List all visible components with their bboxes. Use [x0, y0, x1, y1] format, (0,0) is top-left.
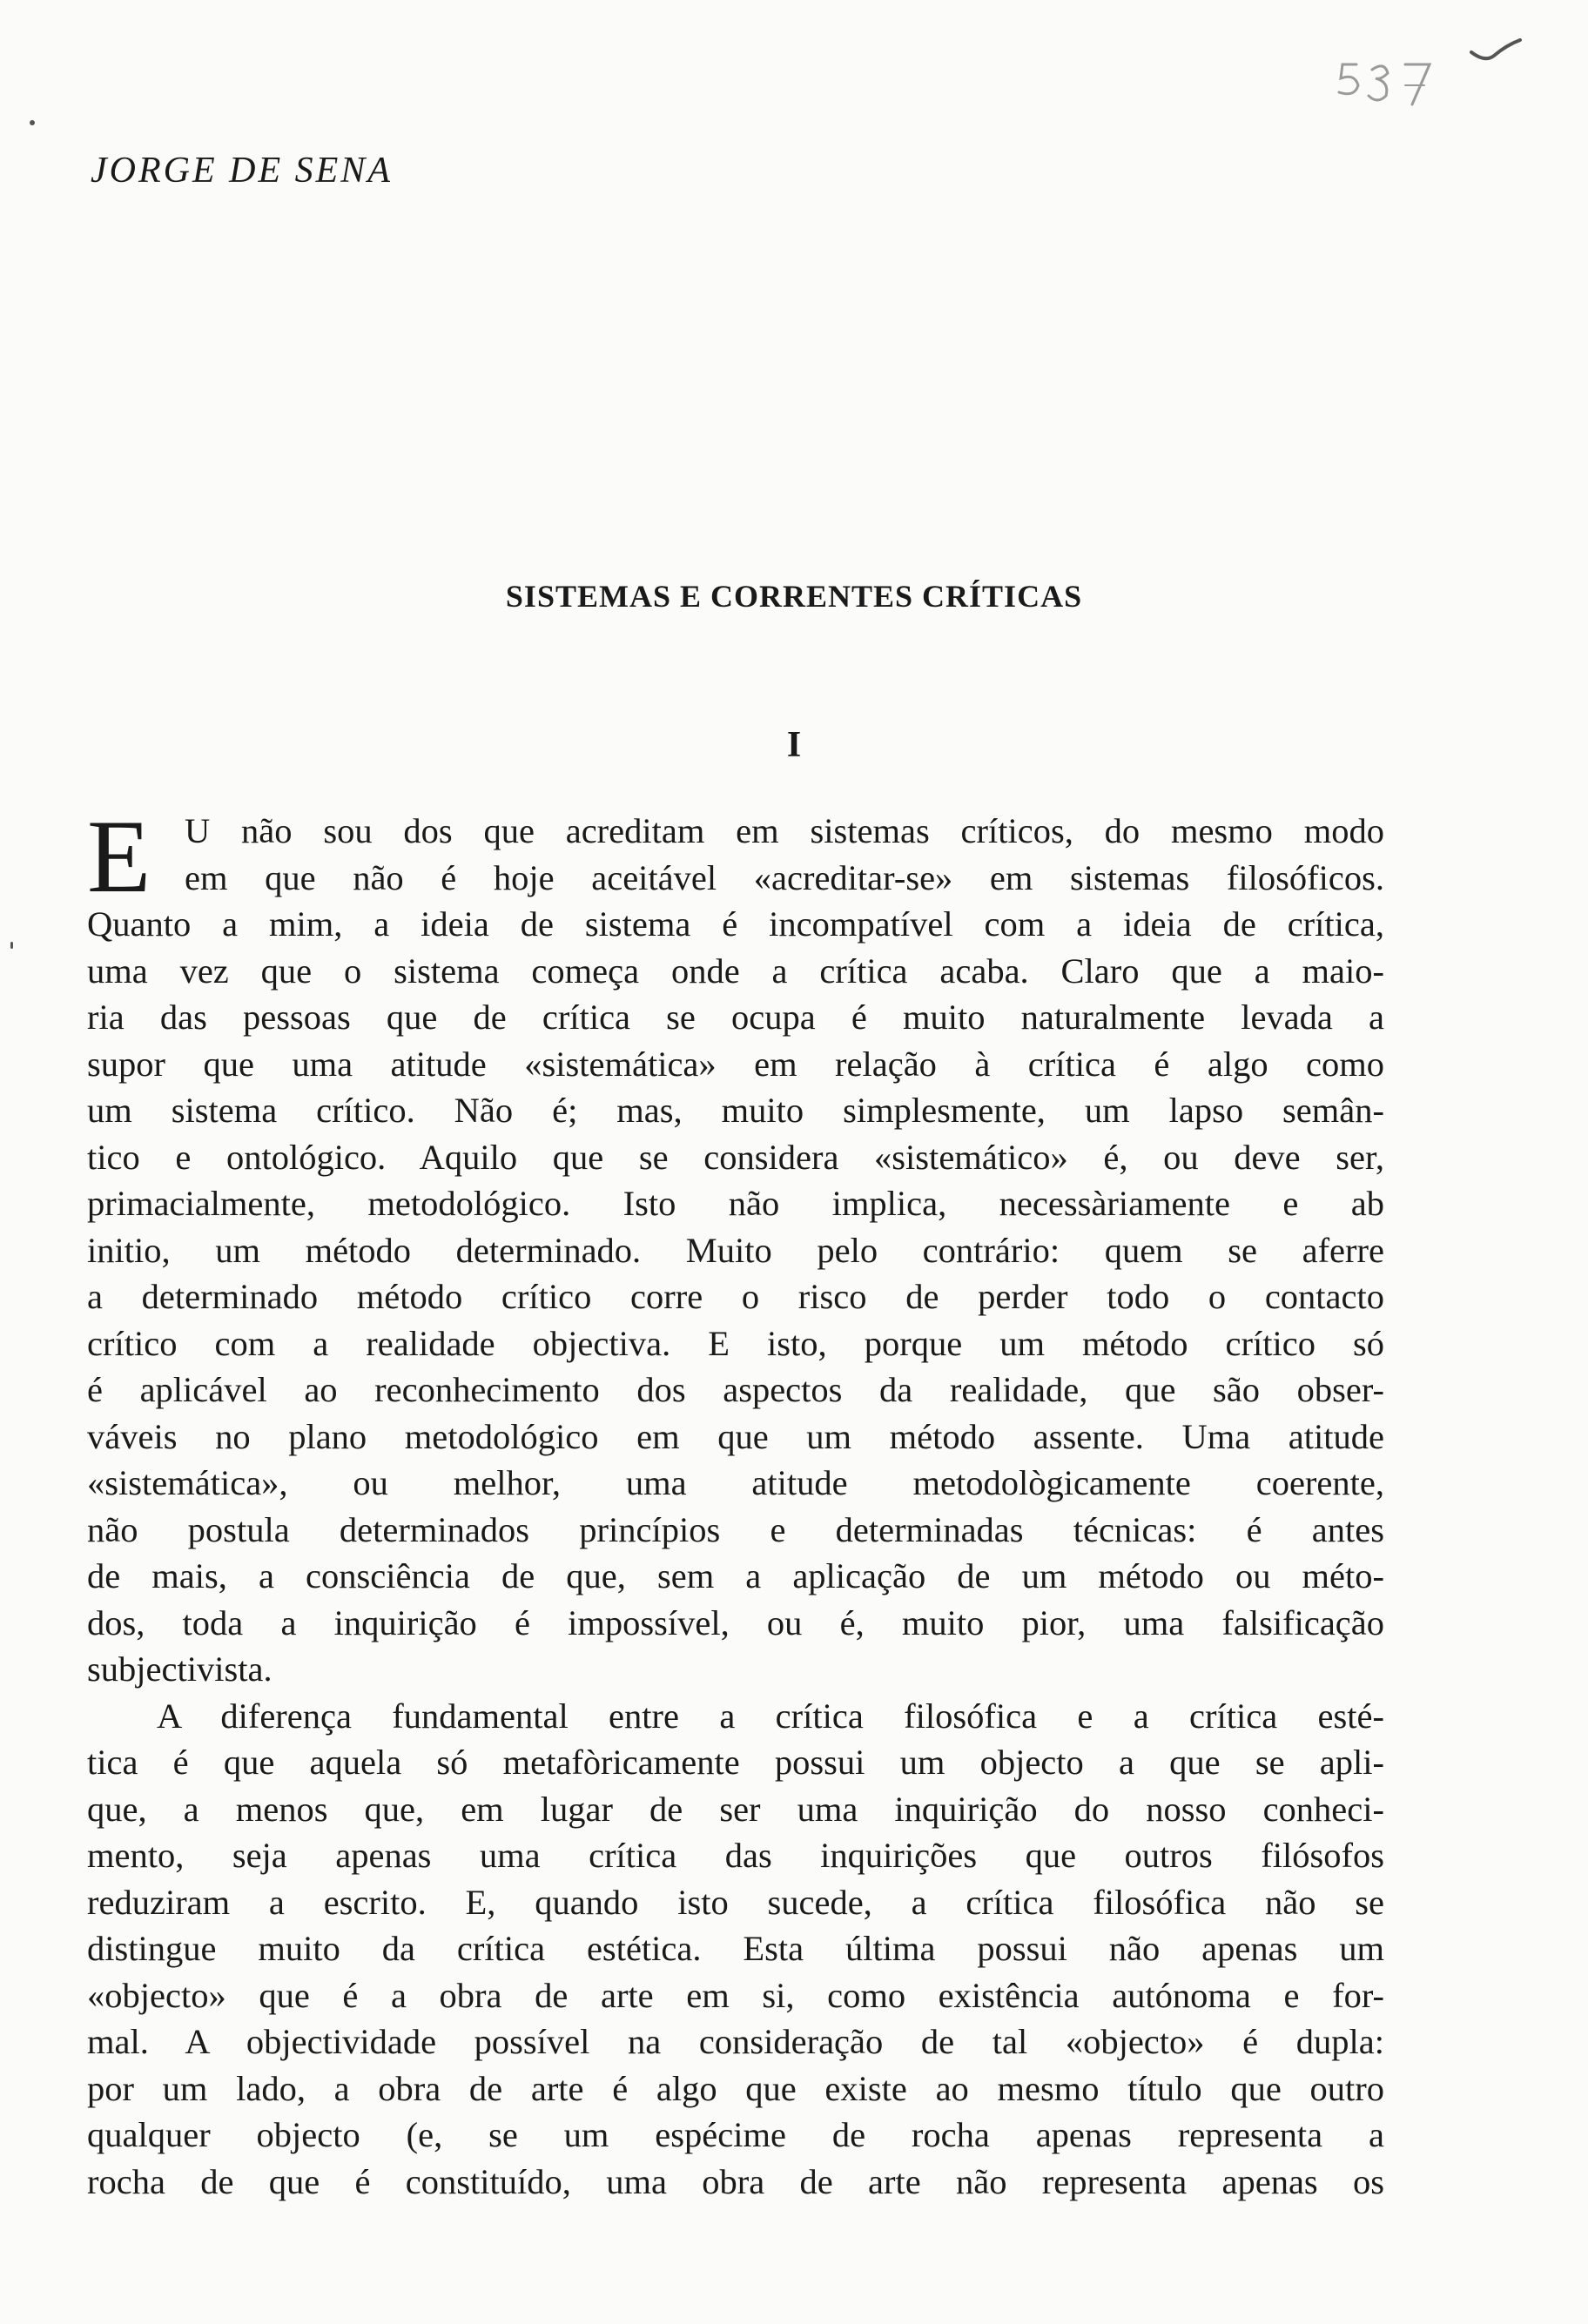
text-line: A diferença fundamental entre a crítica filosófica e a crítica esté- [157, 1696, 1384, 1736]
handwritten-note-drawing [1332, 35, 1532, 113]
text-line: um sistema crítico. Não é; mas, muito simplesmente, um lapso semân- [87, 1091, 1384, 1130]
text-line: subjectivista. [87, 1649, 273, 1689]
text-line: em que não é hoje aceitável «acreditar-se» em sistemas filosóficos. [185, 857, 1384, 897]
body-text [87, 798, 1384, 2205]
scan-speck [30, 120, 35, 125]
text-line: dos, toda a inquirição é impossível, ou é, muito pior, uma falsificação [87, 1602, 1384, 1642]
text-line: supor que uma atitude «sistemática» em relação à crítica é algo como [87, 1044, 1384, 1084]
text-line: U não sou dos que acreditam em sistemas críticos, do mesmo modo [185, 811, 1384, 850]
text-line: «sistemática», ou melhor, uma atitude metodològicamente coerente, [87, 1463, 1384, 1502]
text-line: tico e ontológico. Aquilo que se considera «sistemático» é, ou deve ser, [87, 1137, 1384, 1177]
text-line: a determinado método crítico corre o risco de perder todo o contacto [87, 1277, 1384, 1316]
text-line: distingue muito da crítica estética. Esta última possui não apenas um [87, 1929, 1384, 1968]
text-line: initio, um método determinado. Muito pelo contrário: quem se aferre [87, 1230, 1384, 1270]
author-header: JORGE DE SENA [91, 151, 393, 191]
text-line: rocha de que é constituído, uma obra de arte não representa apenas os [87, 2161, 1384, 2201]
text-line: «objecto» que é a obra de arte em si, como existência autónoma e for- [87, 1975, 1384, 2015]
text-line: é aplicável ao reconhecimento dos aspectos da realidade, que são obser- [87, 1370, 1384, 1409]
text-line: ria das pessoas que de crítica se ocupa é muito naturalmente levada a [87, 997, 1384, 1037]
text-line: Quanto a mim, a ideia de sistema é incompatível com a ideia de crítica, [87, 904, 1384, 944]
scan-speck [10, 942, 13, 949]
text-line: por um lado, a obra de arte é algo que existe ao mesmo título que outro [87, 2068, 1384, 2108]
chapter-title: SISTEMAS E CORRENTES CRÍTICAS [505, 579, 1083, 614]
section-number: I [786, 725, 802, 765]
handwritten-note [1332, 35, 1532, 113]
drop-cap: E [87, 798, 151, 914]
text-line: tica é que aquela só metafòricamente possui um objecto a que se apli- [87, 1743, 1384, 1782]
text-line: qualquer objecto (e, se um espécime de rocha apenas representa a [87, 2115, 1384, 2154]
text-line: reduziram a escrito. E, quando isto sucede, a crítica filosófica não se [87, 1882, 1384, 1922]
text-line: mal. A objectividade possível na consideração de tal «objecto» é dupla: [87, 2022, 1384, 2061]
text-line: não postula determinados princípios e determinadas técnicas: é antes [87, 1509, 1384, 1549]
text-line: de mais, a consciência de que, sem a aplicação de um método ou méto- [87, 1556, 1384, 1595]
text-line: váveis no plano metodológico em que um método assente. Uma atitude [87, 1416, 1384, 1456]
text-line: crítico com a realidade objectiva. E isto, porque um método crítico só [87, 1323, 1384, 1363]
text-line: mento, seja apenas uma crítica das inquirições que outros filósofos [87, 1836, 1384, 1875]
text-line: que, a menos que, em lugar de ser uma inquirição do nosso conheci- [87, 1789, 1384, 1829]
text-line: primacialmente, metodológico. Isto não implica, necessàriamente e ab [87, 1184, 1384, 1223]
text-line: uma vez que o sistema começa onde a crítica acaba. Claro que a maio- [87, 950, 1384, 991]
